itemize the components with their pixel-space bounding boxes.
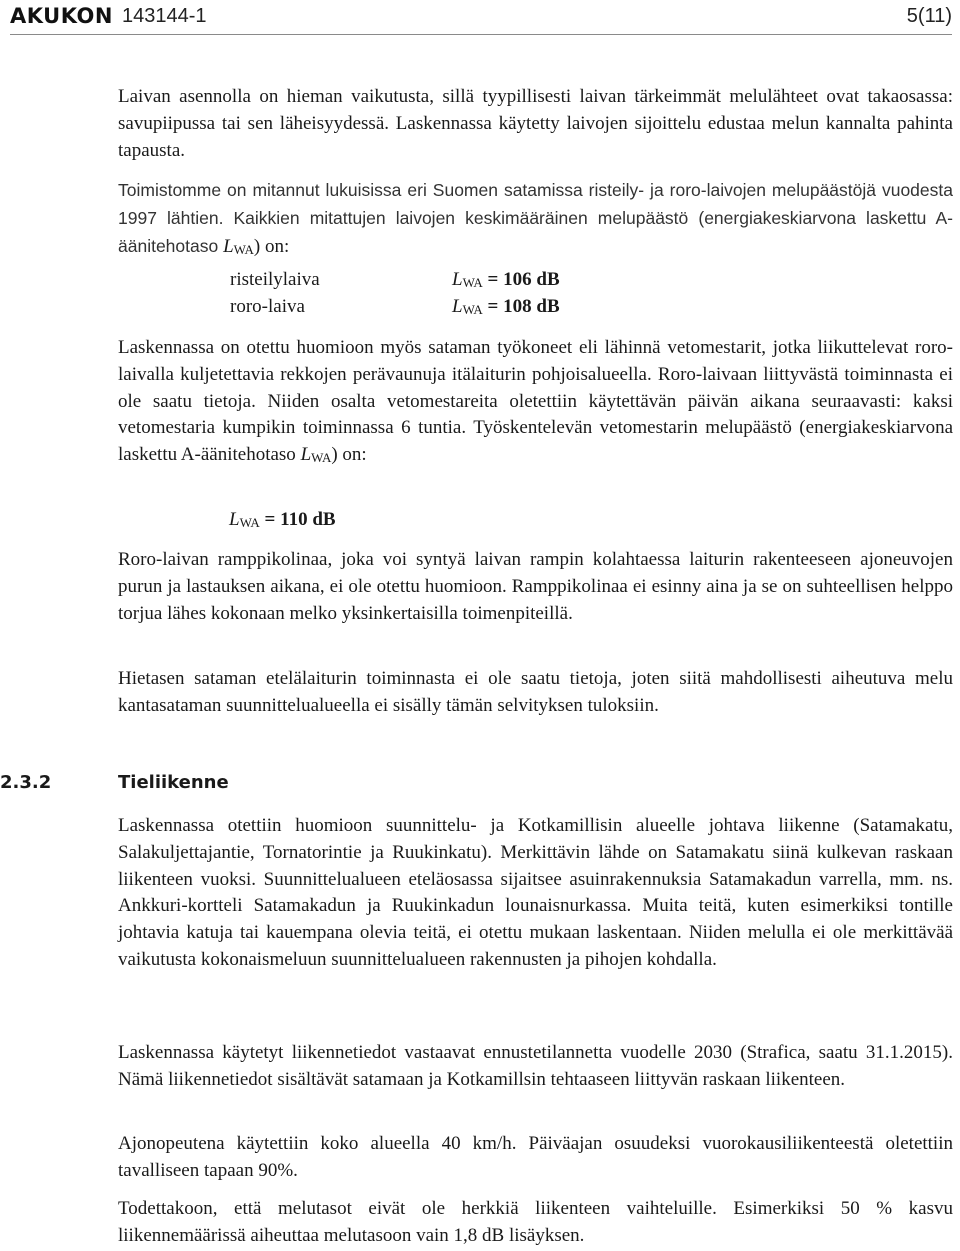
section-number: 2.3.2	[0, 772, 52, 793]
akukon-logo: AKUKON	[10, 4, 113, 28]
page-header	[10, 0, 952, 35]
emission-label: roro-laiva	[230, 296, 305, 317]
emission-row-cruise	[230, 269, 730, 295]
emission-value: LWA = 106 dB	[452, 269, 560, 290]
paragraph-ship-position: Laivan asennolla on hieman vaikutusta, sillä tyypillisesti laivan tärkeimmät melulähteet ovat takaosassa: savupiipussa tai sen läheisyydessä. Laskennassa käytetty laivojen sijoittelu edustaa melun kannalta pahinta tapausta.	[118, 86, 953, 161]
lwa-subscript: WA	[233, 241, 254, 257]
paragraph-measurements-intro: Toimistomme on mitannut lukuisissa eri Suomen satamissa risteily- ja roro-laivojen melupäästöjä vuodesta 1997 lähtien.	[118, 180, 953, 228]
tractor-emission-value: LWA = 110 dB	[229, 509, 336, 530]
paragraph-traffic-data: Laskennassa käytetyt liikennetiedot vastaavat ennustetilannetta vuodelle 2030 (Strafica, saatu 31.1.2015). Nämä liikennetiedot sisältävät satamaan ja Kotkamillsin tehtaaseen liittyvän raskaan liikenteen.	[118, 1042, 953, 1090]
paragraph-measurements-average: Kaikkien mitattujen laivojen keskimääräinen melupäästö (energiakeskiarvona laskettu A-äänitehotaso	[118, 207, 954, 256]
paragraph-measurements	[118, 177, 953, 263]
emission-label: risteilylaiva	[230, 269, 320, 290]
lwa-symbol: L	[300, 444, 312, 466]
lwa-subscript: WA	[311, 450, 332, 466]
emission-row-roro	[230, 296, 730, 322]
paragraph-ramp-noise: Roro-laivan ramppikolinaa, joka voi syntyä laivan rampin kolahtaessa laiturin rakenteeseen ajoneuvojen purun ja lastauksen aikana, ei ole otettu huomioon. Ramppikolinaa ei esinny aina ja se on suhteellisen helppo torjua lähes kokonaan melko yksinkertaisilla toimenpiteillä.	[118, 549, 953, 624]
page-number: 5(11)	[906, 5, 952, 27]
paragraph-speed: Ajonopeutena käytettiin koko alueella 40 km/h. Päiväajan osuudeksi vuorokausiliikenteestä oletettiin tavalliseen tapaan 90%.	[118, 1133, 953, 1181]
section-title: Tieliikenne	[118, 772, 229, 793]
lwa-symbol: L	[223, 235, 234, 257]
paragraph-sensitivity: Todettakoon, että melutasot eivät ole herkkiä liikenteen vaihteluille. Esimerkiksi 50 % kasvu liikennemäärissä aiheuttaa melutasoon vain 1,8 dB lisäyksen.	[118, 1198, 953, 1246]
emission-value: LWA = 108 dB	[452, 296, 560, 317]
paragraph-hietanen: Hietasen sataman etelälaiturin toiminnasta ei ole saatu tietoja, joten siitä mahdollisesti aiheutuva melu kantasataman suunnittelualueella ei sisälly tämän selvityksen tuloksiin.	[118, 668, 953, 716]
document-number: 143144-1	[122, 5, 207, 27]
paragraph-measurements-end: ) on:	[253, 235, 290, 257]
paragraph-road-traffic: Laskennassa otettiin huomioon suunnittelu- ja Kotkamillisin alueelle johtava liikenne (Satamakatu, Salakuljettajantie, Tornatorintie ja Ruukinkatu). Merkittävin lähde on Satamakatu siinä kulkevan raskaan liikenteen vuoksi. Suunnittelualueen eteläosassa sijaitsee asuinrakennuksia Satamakadun varrella, mm. ns. Ankkuri-kortteli Satamakadun ja Ruukinkadun lounaisnurkassa. Muita teitä, kuten esimerkiksi tontille johtavia katuja tai kauempana olevia teitä, ei otettu mukaan laskentaan. Niiden melulla ei ole merkittävää vaikutusta kokonaismeluun suunnittelualueen rakennusten ja pihojen kohdalla.	[118, 815, 953, 970]
paragraph-work-machines: Laskennassa on otettu huomioon myös sataman työkoneet eli lähinnä vetomestarit, jotka liikuttelevat roro-laivalla kuljetettavia rekkojen perävaunuja itälaiturin pohjoisalueella. Roro-laivaan liittyvästä toiminnasta ei ole saatu tietoja. Niiden osalta vetomestareita oletettiin käytettävän päivän aikana seuraavasti: kaksi vetomestaria kumpikin toiminnassa 6 tuntia. Työskentelevän vetomestarin melupäästö (energiakeskiarvona laskettu A-äänitehotaso LWA) on:	[118, 337, 953, 466]
